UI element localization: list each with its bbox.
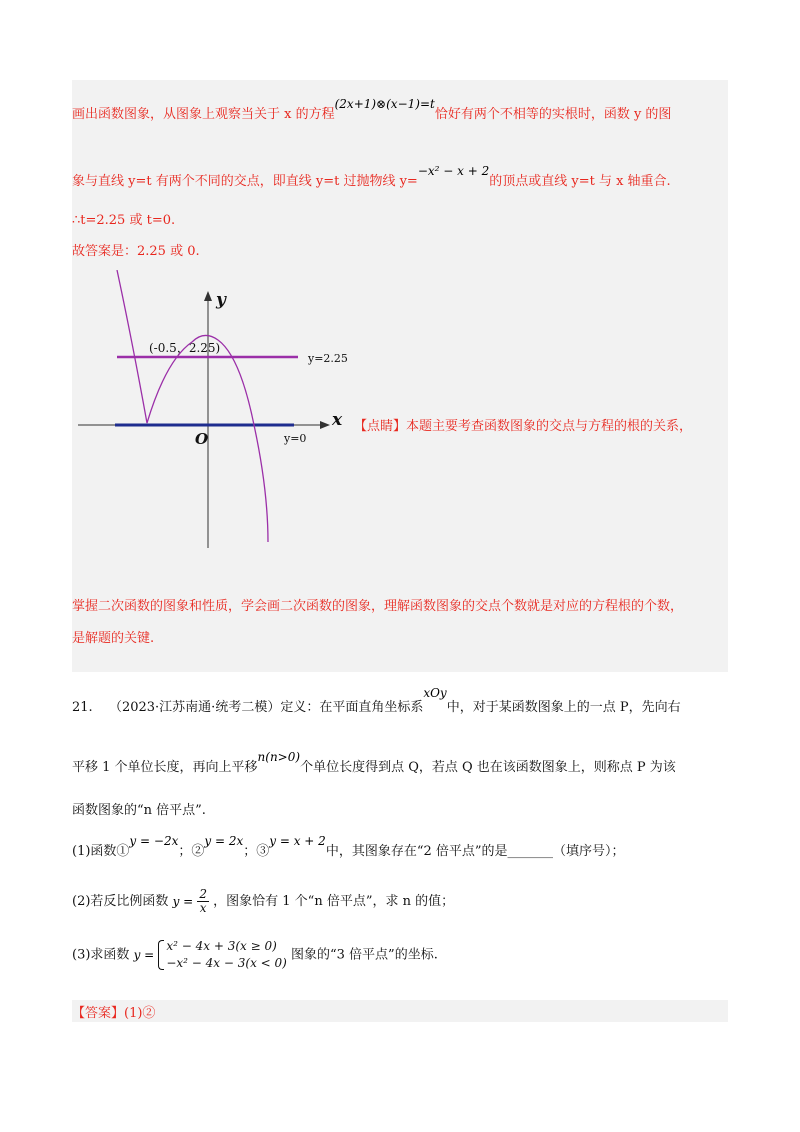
equation-inline: y = x + 2: [269, 834, 326, 848]
question-number: 21.: [72, 700, 93, 715]
piecewise-function: [158, 938, 287, 972]
comment-line: 【点睛】本题主要考查函数图象的交点与方程的根的关系，: [354, 419, 693, 434]
vertex-label: (-0.5，2.25): [149, 341, 221, 355]
equation-inline: y =: [133, 948, 155, 962]
equation-inline: y = 2x: [204, 834, 244, 848]
question-text: 个单位长度得到点 Q，若点 Q 也在该函数图象上，则称点 P 为该: [300, 760, 676, 775]
question-text: 图象的“3 倍平点”的坐标.: [291, 947, 438, 963]
x-axis-label: x: [332, 410, 343, 430]
answer-block: [72, 1000, 728, 1022]
equation-inline: y = −2x: [129, 834, 179, 848]
question-text: (1)函数①: [72, 844, 130, 859]
function-curve: [117, 270, 268, 542]
summary-line-1: 掌握二次函数的图象和性质，学会画二次函数的图象，理解函数图象的交点个数就是对应的方程根的个数，: [72, 599, 684, 614]
question-text: （2023·江苏南通·统考二模）定义：在平面直角坐标系: [108, 700, 424, 715]
fraction-denominator: x: [199, 901, 207, 915]
fraction: [197, 888, 209, 915]
fraction-numerator: 2: [199, 887, 207, 901]
solution-text: 恰好有两个不相等的实根时，函数 y 的图: [434, 107, 672, 122]
question-line-2: [72, 750, 676, 777]
x-axis-arrow: [320, 421, 330, 429]
line-top-label: y=2.25: [308, 352, 348, 365]
solution-text: 的顶点或直线 y=t 与 x 轴重合.: [489, 174, 671, 189]
answer-text: 【答案】(1)②: [72, 1006, 156, 1021]
equation-inline: −x² − x + 2: [417, 164, 490, 178]
solution-line-1: [72, 97, 672, 124]
solution-text: 画出函数图象，从图象上观察当关于 x 的方程: [72, 107, 335, 122]
question-line-3: 函数图象的“n 倍平点”.: [72, 803, 206, 818]
question-text: (2)若反比例函数: [72, 894, 169, 909]
equation-inline: xOy: [423, 686, 447, 700]
question-line-1: [72, 686, 681, 717]
question-text: ；③: [243, 844, 270, 859]
question-part-2: [72, 888, 454, 915]
equation-inline: (2x+1)⊗(x−1)=t: [334, 97, 435, 111]
solution-line-4: 故答案是：2.25 或 0.: [72, 244, 200, 259]
question-part-3: [72, 938, 438, 972]
question-text: (3)求函数: [72, 947, 130, 963]
summary-line-2: 是解题的关键.: [72, 631, 155, 646]
question-text: 平移 1 个单位长度，再向上平移: [72, 760, 258, 775]
piecewise-case: x² − 4x + 3(x ≥ 0): [166, 939, 277, 953]
equation-inline: y =: [172, 894, 194, 909]
question-text: ，图象恰有 1 个“n 倍平点”，求 n 的值；: [213, 894, 455, 909]
equation-inline: n(n>0): [257, 750, 301, 764]
solution-line-2: [72, 164, 671, 191]
piecewise-case: −x² − 4x − 3(x < 0): [166, 956, 287, 970]
question-text: ；②: [178, 844, 205, 859]
question-text: 中，其图象存在“2 倍平点”的是_______（填序号）；: [325, 844, 625, 859]
solution-line-3: ∴t=2.25 或 t=0.: [72, 213, 176, 228]
line-bottom-label: y=0: [284, 432, 307, 445]
question-text: 中，对于某函数图象上的一点 P，先向右: [446, 700, 681, 715]
y-axis-arrow: [204, 291, 212, 301]
y-axis-label: y: [216, 290, 226, 310]
solution-text: 象与直线 y=t 有两个不同的交点，即直线 y=t 过抛物线 y=: [72, 174, 418, 189]
origin-label: O: [195, 430, 209, 448]
function-graph: [72, 270, 372, 560]
question-part-1: [72, 834, 625, 861]
